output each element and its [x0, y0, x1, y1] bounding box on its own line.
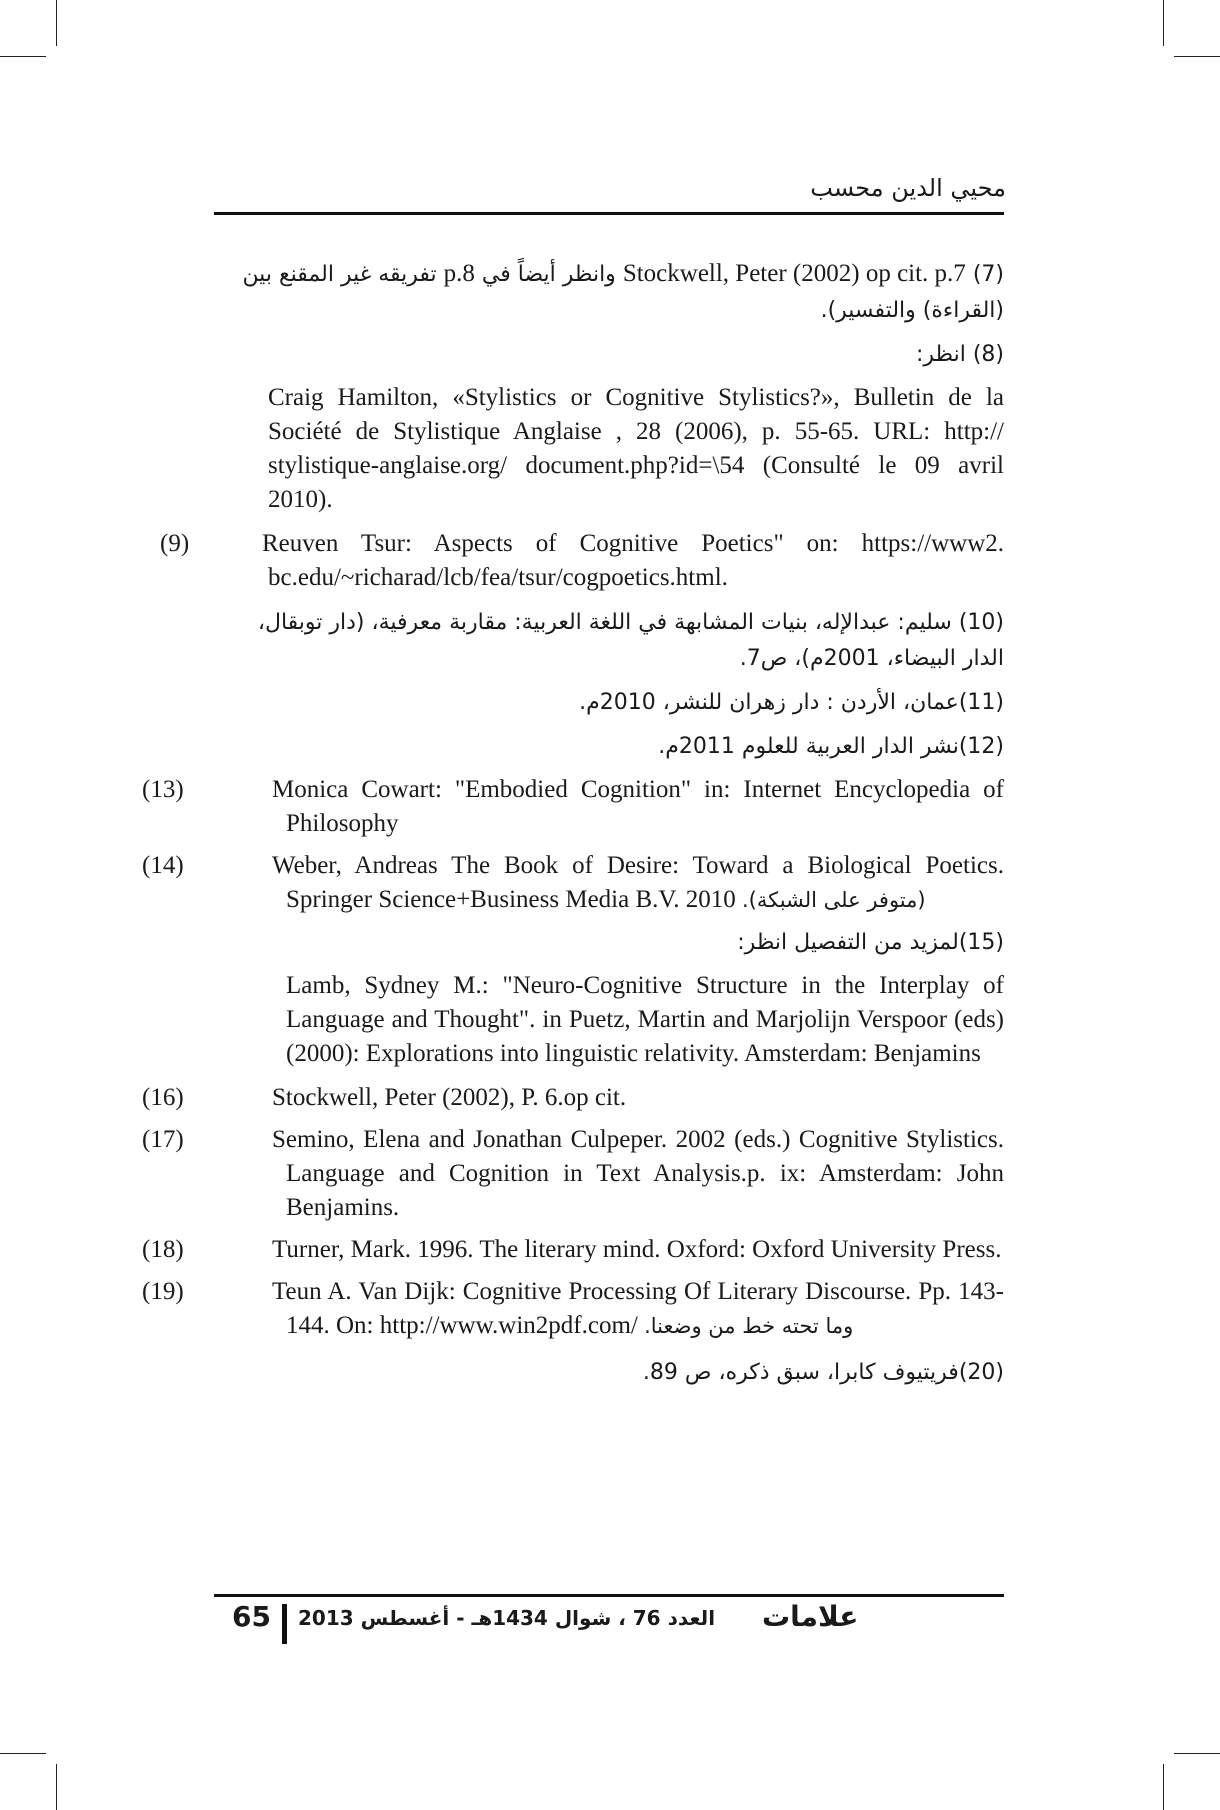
- page-number: 65: [232, 1600, 271, 1633]
- note-text: Turner, Mark. 1996. The literary mind. Oxford: Oxford University Press.: [272, 1236, 1002, 1263]
- note-15-reference: Lamb, Sydney M.: "Neuro-Cognitive Structure in the Interplay of Language and Thought". in Puetz, Martin and Marjolijn Verspoor (eds) (2000): Explorations into linguistic relativity. Amsterdam: Benjamins: [286, 972, 1004, 1067]
- note-13: [142, 773, 1004, 841]
- endnotes: [142, 256, 1004, 1399]
- note-text-arabic: (متوفر على الشبكة).: [741, 888, 926, 912]
- note-number: (18): [142, 1236, 184, 1263]
- crop-mark: [56, 1764, 57, 1810]
- note-text: عمان، الأردن : دار زهران للنشر، 2010م.: [579, 690, 959, 715]
- crop-mark: [1163, 0, 1164, 46]
- note-11: [214, 685, 1004, 721]
- issue-info: العدد 76 ، شوال 1434هـ - أغسطس 2013: [298, 1606, 716, 1630]
- note-number: (13): [142, 776, 184, 803]
- journal-logo: علامات: [762, 1600, 859, 1633]
- crop-mark: [56, 0, 57, 46]
- note-20: [214, 1355, 1004, 1391]
- note-number: (8): [972, 342, 1004, 367]
- note-text: Weber, Andreas The Book of Desire: Toward a Biological Poetics. Springer Science+Business Media B.V. 2010: [272, 852, 1004, 913]
- note-text: Stockwell, Peter (2002), P. 6.op cit.: [272, 1084, 627, 1111]
- note-9: [160, 527, 1004, 595]
- note-text-arabic: تفريقه غير المقنع بين (القراءة) والتفسير).: [242, 262, 1004, 323]
- note-text: Monica Cowart: "Embodied Cognition" in: Internet Encyclopedia of Philosophy: [272, 776, 1004, 837]
- note-12: [214, 729, 1004, 765]
- note-number: (7): [972, 262, 1004, 287]
- note-number: (10): [958, 610, 1004, 635]
- note-text-arabic: وما تحته خط من وضعنا.: [644, 1314, 854, 1338]
- note-label: لمزيد من التفصيل انظر:: [737, 930, 959, 955]
- note-14: [142, 849, 1004, 917]
- note-text: Teun A. Van Dijk: Cognitive Processing Of Literary Discourse. Pp. 143- 144. On: http://www.win2pdf.com/: [272, 1278, 1004, 1339]
- note-7: [214, 256, 1004, 329]
- note-8: [214, 337, 1004, 373]
- note-number: (15): [958, 930, 1004, 955]
- note-19: [142, 1275, 1004, 1343]
- note-text: سليم: عبدالإله، بنيات المشابهة في اللغة العربية: مقاربة معرفية، (دار توبقال، الدار البيضاء، 2001م)، ص7.: [257, 610, 1004, 671]
- note-number: (9): [160, 530, 190, 557]
- crop-mark: [1163, 1764, 1164, 1810]
- note-label: انظر:: [915, 342, 966, 367]
- note-number: (12): [958, 734, 1004, 759]
- note-18: [142, 1233, 1004, 1267]
- note-15: [214, 925, 1004, 961]
- note-17: [142, 1123, 1004, 1225]
- note-number: (17): [142, 1126, 184, 1153]
- note-text: نشر الدار العربية للعلوم 2011م.: [658, 734, 959, 759]
- note-16: [142, 1081, 1004, 1115]
- crop-mark: [1174, 1753, 1220, 1754]
- note-10: [214, 605, 1004, 677]
- note-8-reference: Craig Hamilton, «Stylistics or Cognitive Stylistics?», Bulletin de la Société de Stylistique Anglaise , 28 (2006), p. 55-65. URL: http:// stylistique-anglaise.org/ document.php?id=\54 (Consulté le 09 avril 2010).: [268, 384, 1004, 513]
- crop-mark: [0, 1753, 46, 1754]
- note-text: Semino, Elena and Jonathan Culpeper. 2002 (eds.) Cognitive Stylistics. Language and Cognition in Text Analysis.p. ix: Amsterdam: John Benjamins.: [272, 1126, 1004, 1221]
- note-number: (14): [142, 852, 184, 879]
- note-text-latin: p.8: [443, 260, 475, 287]
- footer-rule: [214, 1594, 1004, 1597]
- note-text-latin: Stockwell, Peter (2002) op cit. p.7: [622, 260, 966, 287]
- note-text: Reuven Tsur: Aspects of Cognitive Poetics" on: https://www2. bc.edu/~richarad/lcb/fea/tsur/cogpoetics.html.: [262, 530, 1004, 591]
- note-number: (20): [958, 1360, 1004, 1385]
- note-text-arabic: وانظر أيضاً في: [481, 262, 616, 287]
- note-number: (11): [958, 690, 1004, 715]
- crop-mark: [0, 56, 46, 57]
- note-text: فريتيوف كابرا، سبق ذكره، ص 89.: [642, 1360, 959, 1385]
- header-rule: [214, 212, 1004, 215]
- footer-divider: [282, 1604, 287, 1644]
- running-header-author: محيي الدين محسب: [810, 174, 1006, 202]
- note-number: (16): [142, 1084, 184, 1111]
- note-number: (19): [142, 1278, 184, 1305]
- crop-mark: [1174, 56, 1220, 57]
